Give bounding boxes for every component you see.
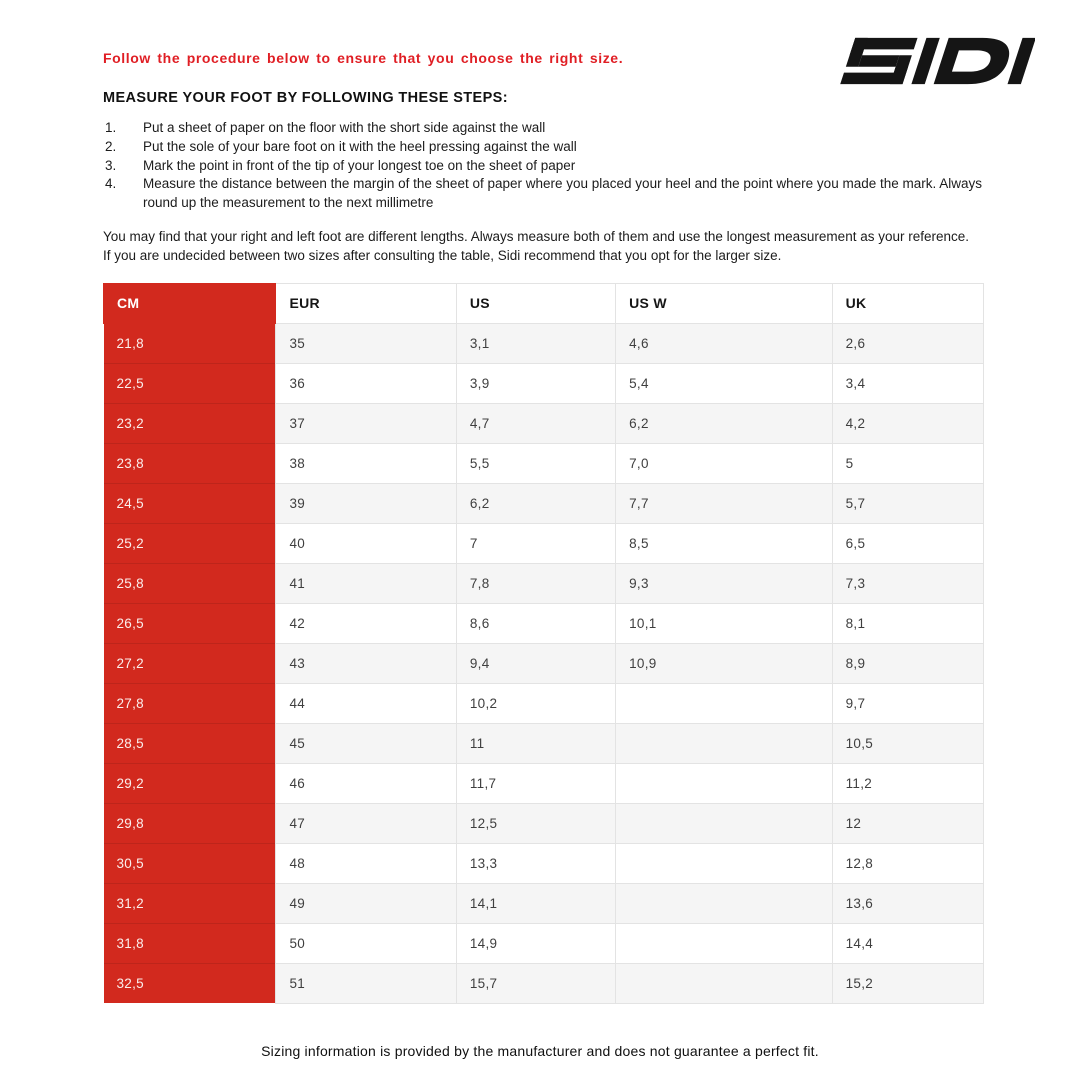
table-cell: 5,7 [832, 483, 983, 523]
table-row [104, 923, 984, 963]
table-cell: 9,4 [456, 643, 615, 683]
column-header-us-w: US W [616, 283, 832, 323]
table-cell: 2,6 [832, 323, 983, 363]
table-cell: 24,5 [104, 483, 276, 523]
step-text: Put the sole of your bare foot on it with the heel pressing against the wall [143, 138, 577, 154]
table-cell: 50 [276, 923, 456, 963]
size-chart-table [103, 283, 984, 1004]
note-larger-size: If you are undecided between two sizes after consulting the table, Sidi recommend that you opt for the larger size. [103, 247, 782, 263]
table-cell: 10,9 [616, 643, 832, 683]
table-cell: 39 [276, 483, 456, 523]
table-cell: 43 [276, 643, 456, 683]
table-row [104, 523, 984, 563]
table-cell: 28,5 [104, 723, 276, 763]
table-cell: 49 [276, 883, 456, 923]
table-cell: 13,3 [456, 843, 615, 883]
table-cell: 11,7 [456, 763, 615, 803]
table-cell: 31,2 [104, 883, 276, 923]
intro-instruction: Follow the procedure below to ensure that you choose the right size. [103, 50, 624, 66]
table-row [104, 483, 984, 523]
table-cell: 5 [832, 443, 983, 483]
table-cell: 9,3 [616, 563, 832, 603]
table-cell: 12,8 [832, 843, 983, 883]
table-cell: 5,4 [616, 363, 832, 403]
table-cell: 4,6 [616, 323, 832, 363]
table-row [104, 723, 984, 763]
table-cell: 7,0 [616, 443, 832, 483]
table-cell: 32,5 [104, 963, 276, 1003]
table-cell: 4,7 [456, 403, 615, 443]
table-row [104, 363, 984, 403]
table-cell: 25,2 [104, 523, 276, 563]
table-cell: 21,8 [104, 323, 276, 363]
table-cell: 6,2 [456, 483, 615, 523]
table-cell [616, 803, 832, 843]
column-header-us: US [456, 283, 615, 323]
table-cell: 45 [276, 723, 456, 763]
column-header-eur: EUR [276, 283, 456, 323]
table-cell: 11,2 [832, 763, 983, 803]
table-cell [616, 963, 832, 1003]
table-cell: 7,8 [456, 563, 615, 603]
table-cell: 31,8 [104, 923, 276, 963]
table-cell: 47 [276, 803, 456, 843]
table-cell: 10,2 [456, 683, 615, 723]
table-cell [616, 723, 832, 763]
table-row [104, 883, 984, 923]
table-cell: 8,9 [832, 643, 983, 683]
table-cell: 25,8 [104, 563, 276, 603]
table-cell: 29,2 [104, 763, 276, 803]
table-cell: 13,6 [832, 883, 983, 923]
table-row [104, 843, 984, 883]
table-cell: 7,7 [616, 483, 832, 523]
table-cell: 12 [832, 803, 983, 843]
step-item-1 [103, 119, 984, 138]
step-item-4 [103, 175, 984, 213]
table-row [104, 323, 984, 363]
table-cell: 41 [276, 563, 456, 603]
sizing-guide-page [103, 0, 984, 1004]
table-cell: 8,5 [616, 523, 832, 563]
step-item-3 [103, 157, 984, 176]
column-header-cm: CM [104, 283, 276, 323]
table-cell: 23,2 [104, 403, 276, 443]
table-cell [616, 683, 832, 723]
table-cell: 46 [276, 763, 456, 803]
table-cell: 8,1 [832, 603, 983, 643]
table-row [104, 763, 984, 803]
section-heading: MEASURE YOUR FOOT BY FOLLOWING THESE STEPS: [103, 90, 508, 106]
table-cell [616, 763, 832, 803]
table-cell: 3,4 [832, 363, 983, 403]
step-text: Put a sheet of paper on the floor with the short side against the wall [143, 120, 546, 135]
table-row [104, 803, 984, 843]
table-cell: 37 [276, 403, 456, 443]
table-header-row [104, 283, 984, 323]
table-cell: 12,5 [456, 803, 615, 843]
table-cell: 11 [456, 723, 615, 763]
steps-list [103, 119, 984, 213]
table-cell: 3,9 [456, 363, 615, 403]
table-cell [616, 843, 832, 883]
table-cell: 36 [276, 363, 456, 403]
table-row [104, 563, 984, 603]
step-text: Measure the distance between the margin of the sheet of paper where you placed your heel and the point where you made the mark. Always round up the measurement to the next millimetre [143, 176, 983, 211]
table-cell: 51 [276, 963, 456, 1003]
table-row [104, 643, 984, 683]
table-body [104, 323, 984, 1003]
table-cell: 30,5 [104, 843, 276, 883]
table-row [104, 403, 984, 443]
step-item-2 [103, 138, 984, 157]
note-measure-both: You may find that your right and left foot are different lengths. Always measure both of them and use the longest measurement as your reference. [103, 228, 970, 244]
table-cell: 4,2 [832, 403, 983, 443]
footer-disclaimer: Sizing information is provided by the manufacturer and does not guarantee a perfect fit. [261, 1043, 819, 1059]
table-cell: 7 [456, 523, 615, 563]
step-number: 3. [105, 157, 117, 173]
step-number: 2. [105, 138, 117, 154]
table-cell: 27,8 [104, 683, 276, 723]
table-cell: 3,1 [456, 323, 615, 363]
column-header-uk: UK [832, 283, 983, 323]
table-cell: 10,5 [832, 723, 983, 763]
table-cell: 27,2 [104, 643, 276, 683]
table-cell: 26,5 [104, 603, 276, 643]
table-row [104, 443, 984, 483]
table-cell: 10,1 [616, 603, 832, 643]
table-cell: 14,9 [456, 923, 615, 963]
table-cell: 42 [276, 603, 456, 643]
table-cell: 35 [276, 323, 456, 363]
table-cell: 40 [276, 523, 456, 563]
step-number: 1. [105, 120, 117, 135]
table-row [104, 683, 984, 723]
table-cell [616, 923, 832, 963]
step-number: 4. [105, 176, 117, 192]
table-cell: 38 [276, 443, 456, 483]
table-cell: 22,5 [104, 363, 276, 403]
table-cell: 6,2 [616, 403, 832, 443]
table-cell: 8,6 [456, 603, 615, 643]
table-cell: 6,5 [832, 523, 983, 563]
table-cell: 44 [276, 683, 456, 723]
table-cell [616, 883, 832, 923]
table-row [104, 963, 984, 1003]
table-cell: 15,7 [456, 963, 615, 1003]
table-cell: 23,8 [104, 443, 276, 483]
table-row [104, 603, 984, 643]
table-cell: 14,4 [832, 923, 983, 963]
table-cell: 48 [276, 843, 456, 883]
table-cell: 7,3 [832, 563, 983, 603]
table-cell: 29,8 [104, 803, 276, 843]
table-cell: 5,5 [456, 443, 615, 483]
step-text: Mark the point in front of the tip of your longest toe on the sheet of paper [143, 157, 576, 173]
table-cell: 14,1 [456, 883, 615, 923]
table-cell: 15,2 [832, 963, 983, 1003]
table-cell: 9,7 [832, 683, 983, 723]
